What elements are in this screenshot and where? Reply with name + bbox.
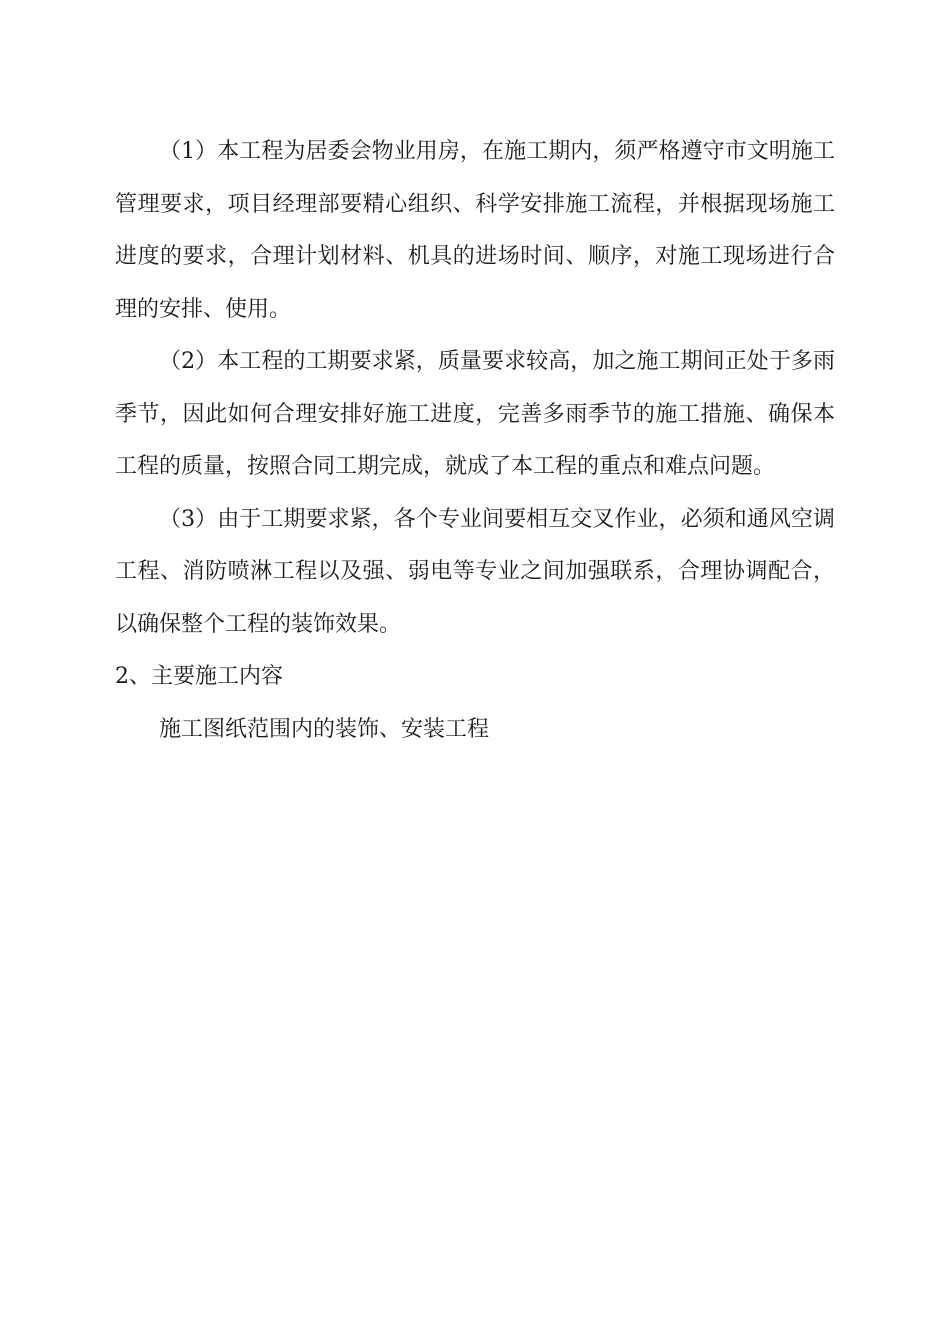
section-heading: 2、主要施工内容 bbox=[115, 664, 283, 689]
paragraph-2: （2）本工程的工期要求紧，质量要求较高，加之施工期间正处于多雨季节，因此如何合理安排好施工进度，完善多雨季节的施工措施、确保本工程的质量，按照合同工期完成，就成了本工程的重点和难点问题。 bbox=[115, 349, 835, 479]
paragraph-1: （1）本工程为居委会物业用房，在施工期内，须严格遵守市文明施工管理要求，项目经理部要精心组织、科学安排施工流程，并根据现场施工进度的要求，合理计划材料、机具的进场时间、顺序，对施工现场进行合理的安排、使用。 bbox=[115, 139, 835, 322]
section-body: 施工图纸范围内的装饰、安装工程 bbox=[159, 716, 490, 742]
paragraph-3: （3）由于工期要求紧，各个专业间要相互交叉作业，必须和通风空调工程、消防喷淋工程以及强、弱电等专业之间加强联系，合理协调配合，以确保整个工程的装饰效果。 bbox=[115, 506, 835, 637]
document-body bbox=[115, 126, 835, 756]
